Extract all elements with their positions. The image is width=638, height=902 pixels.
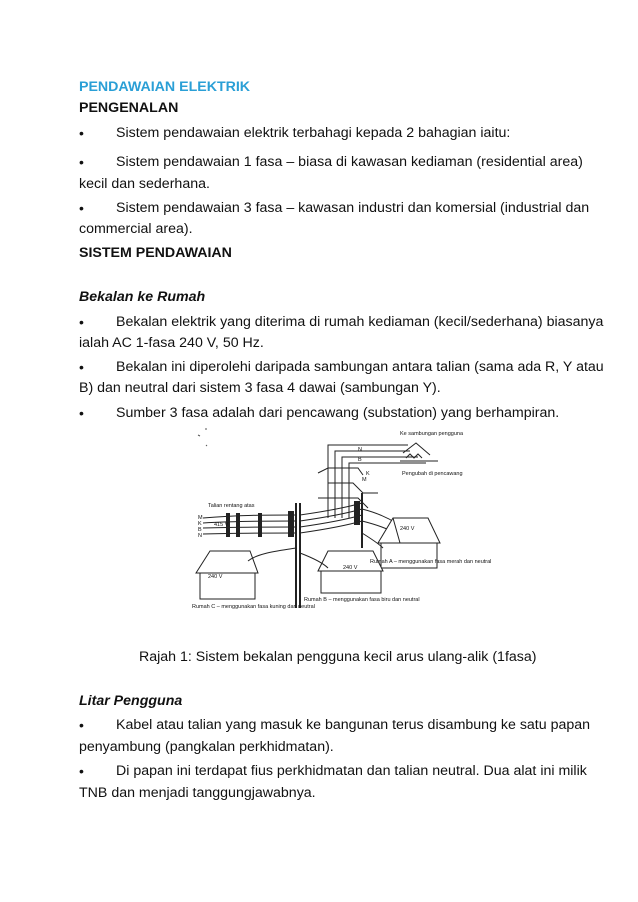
list-item: Bekalan elektrik yang diterima di rumah kediaman (kecil/sederhana) biasanya	[116, 314, 604, 330]
bullet-marker: •	[79, 763, 84, 779]
label-house-b: Rumah B – menggunakan fasa biru dan neutral	[304, 597, 420, 603]
supply-heading: Bekalan ke Rumah	[79, 289, 206, 305]
house-c-icon	[196, 551, 258, 599]
figure-caption: Rajah 1: Sistem bekalan pengguna kecil arus ulang-alik (1fasa)	[139, 649, 537, 665]
label-overhead: Talian rentang atas	[208, 503, 255, 509]
bullet-marker: •	[79, 154, 84, 170]
wiring-diagram	[178, 423, 492, 623]
document-title: PENDAWAIAN ELEKTRIK	[79, 79, 251, 95]
label-house-c: Rumah C – menggunakan fasa kuning dan neutral	[192, 604, 315, 610]
list-item-continuation: TNB dan menjadi tanggungjawabnya.	[79, 785, 316, 801]
system-heading: SISTEM PENDAWAIAN	[79, 245, 232, 261]
bullet-marker: •	[79, 314, 84, 330]
label-240v-a: 240 V	[400, 526, 415, 532]
bullet-marker: •	[79, 717, 84, 733]
house-b-icon	[318, 551, 383, 593]
list-item: Kabel atau talian yang masuk ke bangunan terus disambung ke satu papan	[116, 717, 591, 733]
list-item: Sumber 3 fasa adalah dari pencawang (substation) yang berhampiran.	[116, 405, 560, 421]
list-item: Sistem pendawaian 1 fasa – biasa di kawasan kediaman (residential area)	[116, 154, 583, 170]
list-item: Di papan ini terdapat fius perkhidmatan dan talian neutral. Dua alat ini milik	[116, 763, 587, 779]
label-house-a: Rumah A – menggunakan fasa merah dan neutral	[370, 559, 492, 565]
bullet-marker: •	[79, 125, 84, 141]
list-item-continuation: commercial area).	[79, 221, 193, 237]
list-item-continuation: penyambung (pangkalan perkhidmatan).	[79, 739, 334, 755]
list-item-continuation: B) dan neutral dari sistem 3 fasa 4 dawai (sambungan Y).	[79, 380, 441, 396]
consumer-heading: Litar Pengguna	[79, 693, 183, 709]
bullet-marker: •	[79, 359, 84, 375]
transformer-icon	[400, 443, 438, 461]
list-item: Bekalan ini diperolehi daripada sambungan antara talian (sama ada R, Y atau	[116, 359, 604, 375]
label-b: B	[358, 457, 362, 463]
list-item: Sistem pendawaian elektrik terbahagi kepada 2 bahagian iaitu:	[116, 125, 511, 141]
label-n-left: N	[198, 533, 202, 539]
list-item-continuation: ialah AC 1-fasa 240 V, 50 Hz.	[79, 335, 264, 351]
label-m: M	[362, 477, 367, 483]
label-240v-c: 240 V	[208, 574, 223, 580]
list-item: Sistem pendawaian 3 fasa – kawasan industri dan komersial (industrial dan	[116, 200, 590, 216]
list-item-continuation: kecil dan sederhana.	[79, 176, 210, 192]
bullet-marker: •	[79, 200, 84, 216]
label-415v: 415 V	[214, 522, 229, 528]
utility-pole-icon	[296, 503, 300, 608]
label-240v-b: 240 V	[343, 565, 358, 571]
bullet-marker: •	[79, 405, 84, 421]
label-n: N	[358, 447, 362, 453]
label-b-left: B	[198, 527, 202, 533]
label-connection: Ke sambungan pengguna	[400, 431, 463, 437]
label-k: K	[366, 471, 370, 477]
label-k-left: K	[198, 521, 202, 527]
label-transformer: Pengubah di pencawang	[402, 471, 463, 477]
intro-heading: PENGENALAN	[79, 100, 179, 116]
label-m-left: M	[198, 515, 203, 521]
